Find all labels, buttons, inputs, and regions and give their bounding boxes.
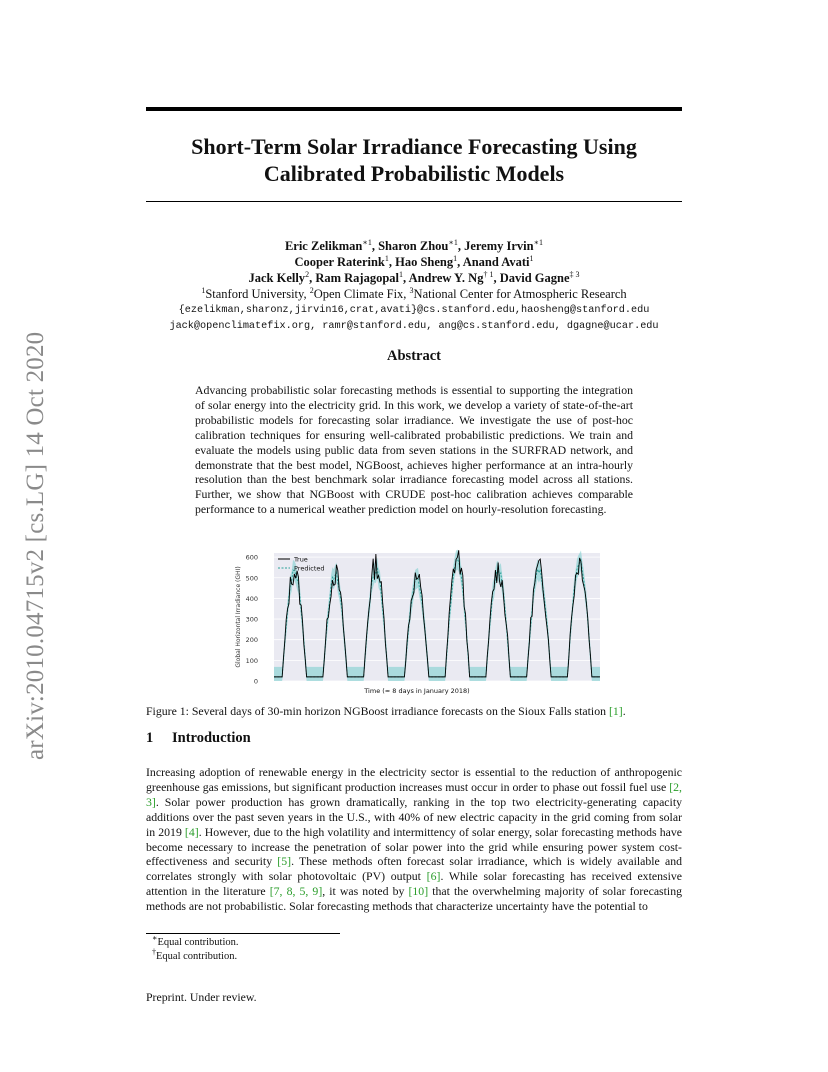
- author-name: Sharon Zhou: [378, 239, 449, 253]
- footnote-rule: [146, 933, 340, 934]
- author-line-2: [146, 254, 682, 270]
- section-heading: [146, 730, 251, 747]
- author-separator: ,: [371, 239, 379, 253]
- introduction-paragraph: [146, 765, 682, 914]
- author-affiliation-mark: 1: [399, 269, 403, 279]
- author-affiliation-mark: 1: [529, 253, 534, 263]
- author-name: Cooper Raterink: [294, 255, 385, 269]
- author-name: Jeremy Irvin: [464, 239, 534, 253]
- citation-link[interactable]: [7, 8, 5, 9]: [269, 884, 323, 899]
- author-name: Hao Sheng: [395, 255, 454, 269]
- author-name: Jack Kelly: [248, 271, 306, 285]
- intro-text: Increasing adoption of renewable energy in the electricity sector is essential to the reduction of anthropogenic greenhouse gas emissions, but significant production increases must occur in order to phase out fossil fuel use: [146, 765, 682, 794]
- affiliation-mark: 3: [409, 285, 414, 295]
- footnotes: [152, 933, 239, 964]
- author-affiliation-mark: ∗1: [533, 237, 544, 247]
- section-title: Introduction: [172, 730, 251, 746]
- legend-true-label: True: [294, 555, 308, 564]
- author-affiliation-mark: ‡ 3: [569, 269, 580, 279]
- citation-link[interactable]: [4]: [184, 824, 199, 839]
- y-tick-label: 400: [245, 594, 258, 603]
- intro-text: . While solar forecasting has received extensive attention in the literature: [146, 869, 682, 899]
- y-axis-label: Global Horizontal Irradiance (GHI): [235, 566, 242, 668]
- author-name: David Gagne: [499, 271, 570, 285]
- affiliation-name: Stanford University,: [205, 287, 310, 301]
- caption-end: .: [622, 704, 626, 718]
- y-tick-label: 600: [245, 553, 258, 562]
- author-affiliation-mark: 2: [305, 269, 310, 279]
- footnote: [152, 933, 239, 950]
- abstract-text: Advancing probabilistic solar forecasting methods is essential to supporting the integration of solar energy into the electricity grid. In this work, we develop a variety of state-of-the-art probabilistic models for forecasting solar irradiance. We investigate the use of post-hoc calibration techniques for ensuring well-calibrated probabilistic predictions. We train and evaluate the models using public data from seven stations in the SURFRAD network, and demonstrate that the best model, NGBoost, achieves higher performance at an intra-hourly resolution than the best benchmark solar irradiance forecasting model across all stations. Further, we show that NGBoost with CRUDE post-hoc calibration achieves comparable performance to a numerical weather prediction model on hourly-resolution forecasting.: [195, 383, 633, 517]
- intro-text: . Solar power production has grown dramatically, ranking in the top two electricity-generating capacity additions over the past seven years in the U.S., with 40% of new electric capacity in the grid coming from solar in 2019: [146, 794, 682, 839]
- intro-text: . These methods often forecast solar irradiance, which is widely available and correlates strongly with solar photovoltaic (PV) output: [146, 854, 682, 884]
- author-line-1: [146, 238, 682, 254]
- affiliation-mark: 2: [309, 285, 314, 295]
- top-rule: [146, 107, 682, 111]
- footnote-text: Equal contribution.: [156, 951, 238, 962]
- author-affiliation-mark: ∗1: [362, 237, 372, 247]
- citation-link[interactable]: [2, 3]: [146, 779, 682, 809]
- affiliation-name: National Center for Atmospheric Research: [413, 287, 627, 301]
- author-line-3: [146, 270, 682, 286]
- author-separator: ,: [457, 255, 463, 269]
- y-tick-label: 300: [245, 615, 258, 624]
- author-separator: ,: [388, 255, 396, 269]
- legend-predicted-label: Predicted: [294, 564, 325, 573]
- footnote-text: Equal contribution.: [157, 937, 239, 948]
- author-affiliation-mark: 1: [453, 253, 458, 263]
- figure-1-chart: [228, 549, 603, 699]
- y-tick-label: 0: [253, 677, 258, 686]
- y-tick-label: 100: [245, 656, 258, 665]
- author-separator: ,: [457, 239, 465, 253]
- author-affiliation-mark: 1: [384, 253, 389, 263]
- author-block: [146, 238, 682, 335]
- preprint-footer: Preprint. Under review.: [146, 990, 257, 1004]
- author-affiliation-mark: † 1: [483, 269, 494, 279]
- x-axis-label: Time (≈ 8 days in January 2018): [364, 687, 470, 695]
- affiliation-mark: 1: [201, 285, 206, 295]
- citation-link[interactable]: [5]: [277, 854, 292, 869]
- y-tick-label: 200: [245, 636, 258, 645]
- intro-text: . However, due to the high volatility and intermittency of solar energy, solar forecasting methods have become necessary to increase the penetration of solar power into the grid while ensuring power system cost-effectiveness and security: [146, 824, 682, 869]
- section-number: 1: [146, 730, 154, 746]
- author-separator: ,: [493, 271, 500, 285]
- arxiv-sidebar-id: arXiv:2010.04715v2 [cs.LG] 14 Oct 2020: [22, 331, 49, 760]
- author-name: Anand Avati: [462, 255, 530, 269]
- author-name: Ram Rajagopal: [315, 271, 399, 285]
- footnote: [152, 947, 239, 964]
- abstract-heading: Abstract: [387, 348, 441, 364]
- caption-text: Figure 1: Several days of 30-min horizon NGBoost irradiance forecasts on the Sioux Falls station: [146, 704, 609, 718]
- figure-1-caption: [146, 704, 686, 718]
- y-tick-label: 500: [245, 574, 258, 583]
- affiliations: [146, 286, 682, 302]
- caption-cite[interactable]: [1]: [608, 704, 623, 718]
- author-name: Eric Zelikman: [284, 239, 363, 253]
- affiliation-name: Open Climate Fix,: [313, 287, 410, 301]
- intro-text: , it was noted by: [322, 884, 409, 899]
- citation-link[interactable]: [10]: [408, 884, 429, 899]
- citation-link[interactable]: [6]: [426, 869, 441, 884]
- intro-text: that the overwhelming majority of solar forecasting methods are not probabilistic. Solar forecasting methods that characterize uncertainty have the potential to: [146, 884, 682, 914]
- author-name: Andrew Y. Ng: [408, 271, 484, 285]
- paper-title-line1: Short-Term Solar Irradiance Forecasting Using: [191, 134, 637, 159]
- author-separator: ,: [403, 271, 409, 285]
- footnote-mark: ∗: [152, 933, 158, 943]
- title-rule: [146, 201, 682, 202]
- footnote-mark: †: [152, 947, 156, 957]
- author-separator: ,: [309, 271, 316, 285]
- author-affiliation-mark: ∗1: [448, 237, 458, 247]
- paper-title-line2: Calibrated Probabilistic Models: [263, 161, 565, 186]
- author-emails-1: {ezelikman,sharonz,jirvin16,crat,avati}@cs.stanford.edu,haosheng@stanford.edu: [178, 305, 650, 316]
- author-emails-2: jack@openclimatefix.org, ramr@stanford.edu, ang@cs.stanford.edu, dgagne@ucar.edu: [169, 321, 659, 332]
